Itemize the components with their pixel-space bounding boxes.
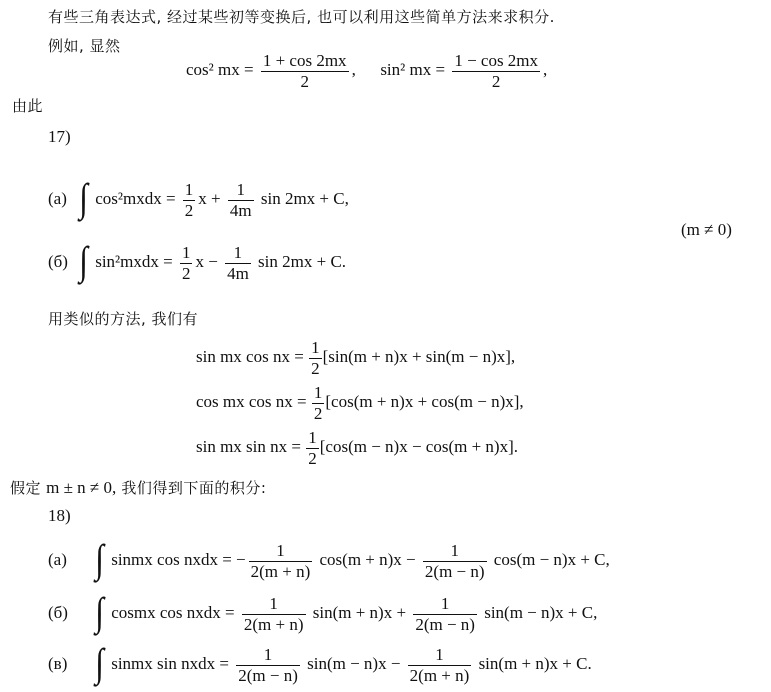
assumption-condition: m ± n ≠ 0,: [46, 478, 117, 497]
formula-18c-mid: sin(m − n)x −: [307, 653, 401, 673]
formula-17a-fraction-1: [183, 180, 196, 220]
product-identity-rhs: [sin(m + n)x + sin(m − n)x],: [322, 346, 516, 366]
formula-17a-tail: sin 2mx + C,: [260, 188, 349, 208]
numerator: 1: [313, 383, 323, 402]
formula-17b-tail: sin 2mx + C.: [258, 251, 347, 271]
denominator: 2(m − n): [238, 665, 298, 685]
product-identity-1: [196, 338, 515, 378]
denominator: 2: [181, 263, 191, 283]
formula-18a-tail: cos(m − n)x + C,: [493, 549, 610, 569]
formula-17a: [48, 175, 349, 221]
identity-separator: ,: [351, 59, 356, 79]
assumption-line: [10, 478, 266, 498]
formula-18b-fraction-1: [242, 594, 306, 634]
product-identity-lhs: sin mx cos nx =: [196, 346, 304, 366]
section-17-number: 17): [48, 127, 71, 146]
denominator: 2(m − n): [424, 561, 485, 581]
formula-18a-mid: cos(m + n)x −: [319, 549, 416, 569]
product-identity-lhs: cos mx cos nx =: [196, 391, 307, 411]
numerator: 1: [236, 180, 245, 199]
formula-18b-mid: sin(m + n)x +: [312, 602, 407, 622]
hence-label: 由此: [12, 97, 44, 115]
denominator: 2: [308, 448, 317, 468]
section-18-number: 18): [48, 506, 71, 525]
numerator: 1: [450, 541, 459, 560]
numerator: 1: [276, 541, 285, 560]
sin-square-fraction: [452, 51, 540, 91]
formula-18b: [48, 589, 598, 635]
formula-18b-tail: sin(m − n)x + C,: [484, 602, 598, 622]
half-fraction: [312, 383, 325, 423]
intro-line-1: 有些三角表达式, 经过某些初等变换后, 也可以利用这些简单方法来求积分.: [48, 8, 555, 26]
numerator: 1: [184, 180, 194, 199]
denominator: 4m: [229, 200, 252, 220]
sin-square-numerator: 1 − cos 2mx: [454, 51, 539, 70]
identity-end: ,: [543, 59, 548, 79]
numerator: 1: [233, 243, 243, 262]
integral-sign: ∫: [95, 640, 104, 686]
half-fraction: [309, 338, 322, 378]
cos-square-fraction: [261, 51, 349, 91]
formula-18a-fraction-1: [249, 541, 313, 581]
assumption-post: 我们得到下面的积分:: [121, 479, 267, 497]
denominator: 2(m + n): [250, 561, 311, 581]
numerator: 1: [269, 594, 278, 613]
formula-18b-fraction-2: [413, 594, 477, 634]
numerator: 1: [308, 428, 317, 447]
denominator: 2(m + n): [243, 614, 304, 634]
formula-17b-label: (б): [48, 251, 68, 271]
formula-18c-tail: sin(m + n)x + C.: [478, 653, 592, 673]
sin-square-denominator: 2: [452, 71, 540, 92]
formula-18a-sign: −: [236, 549, 246, 569]
formula-17a-fraction-2: [228, 180, 254, 220]
denominator: 2(m + n): [409, 665, 470, 685]
denominator: 2(m − n): [415, 614, 475, 634]
formula-17a-integrand: cos²mxdx =: [95, 188, 176, 208]
cos-square-lhs: cos² mx =: [186, 59, 254, 79]
numerator: 1: [263, 645, 273, 664]
formula-17b-mid: x −: [195, 251, 218, 271]
formula-17a-label: (a): [48, 188, 67, 208]
product-identity-rhs: [cos(m + n)x + cos(m − n)x],: [325, 391, 524, 411]
denominator: 2: [184, 200, 194, 220]
formula-18b-label: (б): [48, 602, 68, 622]
sin-square-lhs: sin² mx =: [380, 59, 446, 79]
formula-17b: [48, 238, 347, 284]
similar-method-text: 用类似的方法, 我们有: [48, 310, 199, 328]
condition-m-nonzero: (m ≠ 0): [681, 220, 732, 239]
formula-18c-fraction-1: [236, 645, 300, 685]
product-identity-lhs: sin mx sin nx =: [196, 436, 301, 456]
denominator: 2: [311, 358, 320, 378]
formula-18a-fraction-2: [423, 541, 487, 581]
intro-line-2: 例如, 显然: [48, 37, 121, 55]
half-fraction: [306, 428, 319, 468]
formula-18a-label: (a): [48, 549, 67, 569]
formula-17b-fraction-1: [180, 243, 193, 283]
formula-17a-mid: x +: [198, 188, 221, 208]
integral-sign: ∫: [79, 175, 88, 221]
formula-18c-fraction-2: [408, 645, 472, 685]
numerator: 1: [440, 594, 450, 613]
cos-square-numerator: 1 + cos 2mx: [262, 51, 347, 70]
integral-sign: ∫: [95, 589, 104, 635]
formula-18c-integrand: sinmx sin nxdx =: [111, 653, 229, 673]
assumption-pre: 假定: [10, 479, 42, 497]
formula-17b-integrand: sin²mxdx =: [95, 251, 173, 271]
double-angle-identities: [186, 51, 547, 91]
denominator: 4m: [227, 263, 249, 283]
numerator: 1: [181, 243, 191, 262]
numerator: 1: [435, 645, 444, 664]
formula-18a: [48, 536, 610, 582]
formula-18b-integrand: cosmx cos nxdx =: [111, 602, 235, 622]
numerator: 1: [311, 338, 320, 357]
formula-17b-fraction-2: [225, 243, 251, 283]
product-identity-2: [196, 383, 524, 423]
cos-square-denominator: 2: [261, 71, 349, 92]
integral-sign: ∫: [95, 536, 104, 582]
formula-18a-integrand: sinmx cos nxdx =: [111, 549, 232, 569]
formula-18c-label: (в): [48, 653, 68, 673]
product-identity-rhs: [cos(m − n)x − cos(m + n)x].: [319, 436, 518, 456]
product-identity-3: [196, 428, 518, 468]
denominator: 2: [313, 403, 323, 423]
formula-18c: [48, 640, 592, 686]
integral-sign: ∫: [79, 238, 88, 284]
